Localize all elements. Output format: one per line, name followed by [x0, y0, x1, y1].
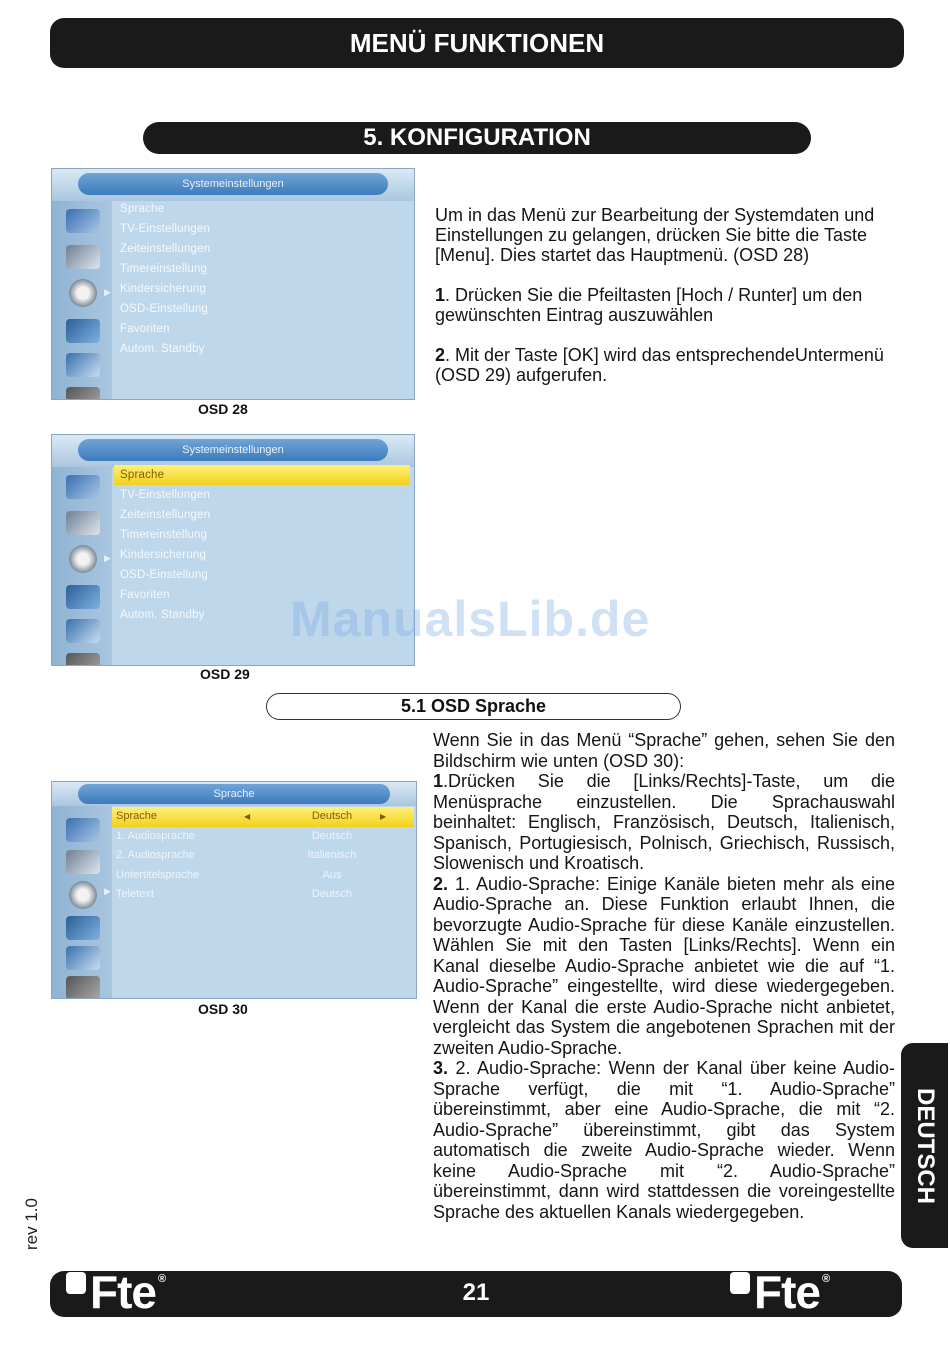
osd-screen-28	[51, 168, 415, 400]
satellite-icon	[66, 245, 100, 269]
language-step-2: 2. 1. Audio-Sprache: Einige Kanäle bieten mehr als eine Audio-Sprache an. Diese Funktion erlaubt Ihnen, die bevorzugte Audio-Sprache für diese Kanäle einzustellen. Wählen Sie mit den Tasten [Links/Rechts]. Wenn ein Kanal dieselbe Audio-Sprache anbietet wie die auf “1. Audio-Sprache” eingestellte, wird diese wiedergegeben. Wenn der Kanal die erste Audio-Sprache nicht anbietet, vergleicht das System die angebotenen Sprachen mit der zweiten Audio-Sprache.	[433, 873, 895, 1058]
osd-setting-row[interactable]	[112, 846, 414, 866]
satellite-icon	[66, 850, 100, 874]
clapper-icon	[66, 387, 100, 400]
gear-icon	[69, 279, 97, 307]
language-step-1: 1.Drücken Sie die [Links/Rechts]-Taste, um die Menüsprache einzustellen. Die Sprachauswahl beinhaltet: Englisch, Französisch, Deutsch, Italienisch, Spanisch, Portugiesisch, Polnisch, Griechisch, Russisch, Slowenisch und Kroatisch.	[433, 771, 895, 873]
subsection-title-banner: 5.1 OSD Sprache	[266, 693, 681, 720]
toolbox-icon	[66, 585, 100, 609]
tv-icon	[66, 818, 100, 842]
fte-logo: Fte ®	[730, 1265, 829, 1319]
osd-menu-item[interactable]: OSD-Einstellung	[120, 303, 209, 315]
page-footer	[50, 1266, 902, 1318]
osd-28-caption: OSD 28	[198, 401, 248, 417]
setting-value: Deutsch	[311, 810, 353, 822]
osd-menu-item[interactable]: TV-Einstellungen	[120, 489, 211, 501]
toolbox-icon	[66, 916, 100, 940]
clapper-icon	[66, 653, 100, 666]
osd-sidebar	[52, 806, 112, 998]
osd-menu-item[interactable]: Timereinstellung	[120, 529, 208, 541]
setting-label: Teletext	[116, 888, 154, 900]
tv-icon	[66, 475, 100, 499]
osd-menu-item[interactable]: Zeiteinstellungen	[120, 243, 211, 255]
gear-icon	[69, 545, 97, 573]
osd-screen-30	[51, 781, 417, 999]
gear-icon	[69, 881, 97, 909]
language-section-text	[433, 730, 895, 1222]
setting-value: Aus	[322, 868, 342, 881]
watermark: ManualsLib.de	[290, 591, 651, 647]
step-2-paragraph: 2. Mit der Taste [OK] wird das entsprechendeUntermenü (OSD 29) aufgerufen.	[435, 345, 884, 385]
step-1-paragraph: 1. Drücken Sie die Pfeiltasten [Hoch / Runter] um den gewünschten Eintrag auszuwählen	[435, 285, 863, 325]
revision-label: rev 1.0	[22, 1198, 41, 1250]
arrow-right-icon: ▶	[104, 287, 111, 297]
osd-sidebar	[52, 467, 112, 665]
osd-29-caption: OSD 29	[200, 666, 250, 682]
language-side-tab: DEUTSCH	[901, 1043, 948, 1248]
osd-menu-item[interactable]: Sprache	[120, 203, 165, 215]
chart-icon	[66, 619, 100, 643]
osd-title: Systemeinstellungen	[78, 173, 388, 195]
osd-setting-row[interactable]	[112, 866, 414, 886]
toolbox-icon	[66, 319, 100, 343]
chart-icon	[66, 353, 100, 377]
setting-value: Deutsch	[311, 888, 353, 900]
clapper-icon	[66, 976, 100, 999]
intro-text	[435, 205, 905, 405]
osd-menu-item[interactable]: OSD-Einstellung	[120, 569, 209, 581]
chart-icon	[66, 946, 100, 970]
setting-label: Sprache	[116, 810, 157, 822]
arrow-right-icon: ▶	[104, 886, 111, 896]
setting-label: 1. Audiosprache	[116, 829, 195, 842]
osd-sidebar	[52, 201, 112, 399]
tv-icon	[66, 209, 100, 233]
arrow-left-icon[interactable]: ◀	[244, 812, 251, 821]
fte-logo: Fte ®	[66, 1265, 165, 1319]
arrow-right-icon[interactable]: ▶	[380, 812, 387, 821]
osd-title: Systemeinstellungen	[78, 439, 388, 461]
osd-menu-item[interactable]: TV-Einstellungen	[120, 223, 211, 235]
osd-menu-item[interactable]: Autom. Standby	[120, 609, 205, 621]
osd-setting-row-selected[interactable]	[112, 807, 414, 827]
osd-title: Sprache	[78, 784, 390, 804]
osd-menu-item-selected[interactable]: Sprache	[114, 465, 410, 485]
osd-30-caption: OSD 30	[198, 1001, 248, 1017]
setting-value: Italienisch	[307, 849, 357, 861]
arrow-right-icon: ▶	[104, 553, 111, 563]
page-header-banner: MENÜ FUNKTIONEN	[50, 18, 904, 68]
osd-menu-item[interactable]: Zeiteinstellungen	[120, 509, 211, 521]
osd-menu-item[interactable]: Favoriten	[120, 323, 170, 335]
satellite-icon	[66, 511, 100, 535]
section-title-banner: 5. KONFIGURATION	[143, 122, 811, 154]
osd-menu-item[interactable]: Timereinstellung	[120, 263, 208, 275]
osd-setting-row[interactable]	[112, 885, 414, 905]
osd-menu-item[interactable]: Favoriten	[120, 589, 170, 601]
osd-menu-item[interactable]: Kindersicherung	[120, 549, 207, 561]
language-step-3: 3. 2. Audio-Sprache: Wenn der Kanal über keine Audio-Sprache verfügt, die mit “1. Audio-Sprache” übereinstimmt, aber eine Audio-Sprache, die mit “2. Audio-Sprache” übereinstimmt, gibt das System automatisch die zweite Audio-Sprache wieder. Wenn keine Audio-Sprache mit “2. Audio-Sprache” übereinstimmt, dann wird stattdessen die voreingestellte Sprache des aktuellen Kanals wiedergegeben.	[433, 1058, 895, 1222]
setting-label: Untertitelsprache	[116, 868, 200, 881]
osd-menu-item[interactable]: Kindersicherung	[120, 283, 207, 295]
page-number: 21	[462, 1279, 490, 1306]
setting-label: 2. Audiosprache	[116, 849, 195, 861]
intro-paragraph: Um in das Menü zur Bearbeitung der Systemdaten und Einstellungen zu gelangen, drücken Sie bitte die Taste [Menu]. Dies startet das Hauptmenü. (OSD 28)	[435, 205, 875, 265]
language-intro-paragraph: Wenn Sie in das Menü “Sprache” gehen, sehen Sie den Bildschirm wie unten (OSD 30):	[433, 730, 895, 771]
osd-setting-row[interactable]	[112, 827, 414, 847]
setting-value: Deutsch	[311, 829, 353, 842]
osd-menu-item[interactable]: Autom. Standby	[120, 343, 205, 355]
